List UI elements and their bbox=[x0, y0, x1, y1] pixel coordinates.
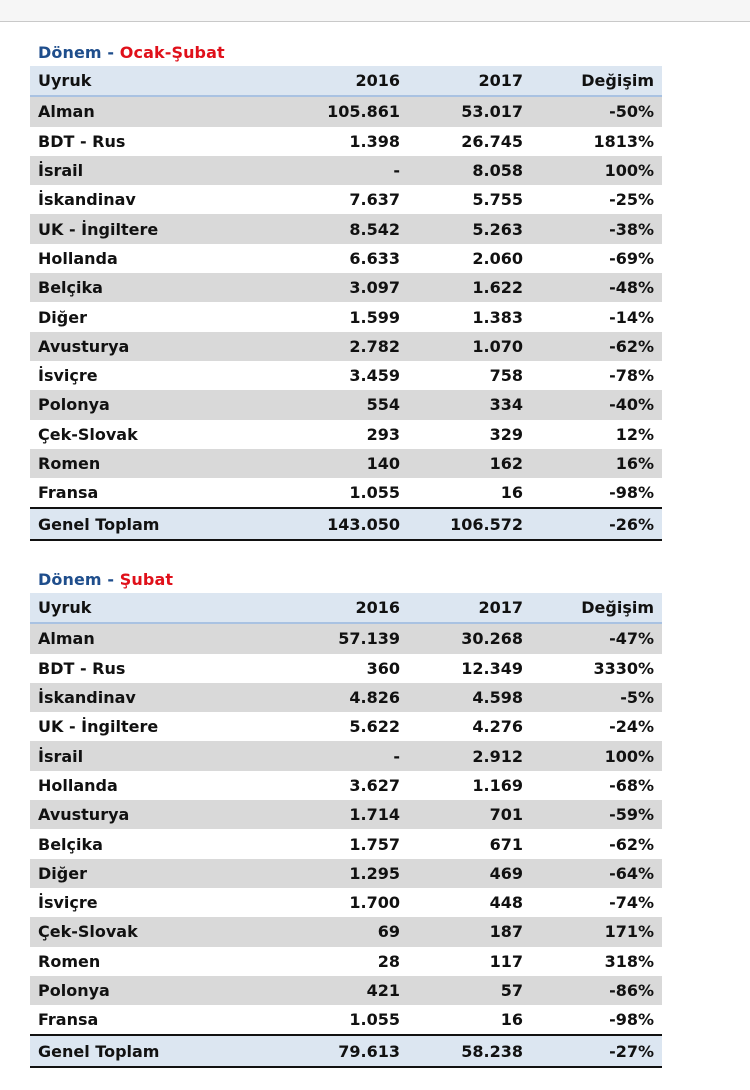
table-row bbox=[30, 741, 662, 770]
period-title bbox=[30, 40, 662, 66]
cell-uyruk: Diğer bbox=[30, 859, 268, 888]
cell-change: -50% bbox=[531, 96, 662, 126]
cell-uyruk: İsrail bbox=[30, 741, 268, 770]
table-row bbox=[30, 829, 662, 858]
cell-change: -86% bbox=[531, 976, 662, 1005]
cell-uyruk: Belçika bbox=[30, 273, 268, 302]
cell-2017: 162 bbox=[408, 449, 531, 478]
table-row bbox=[30, 361, 662, 390]
cell-uyruk: İskandinav bbox=[30, 683, 268, 712]
cell-uyruk: Çek-Slovak bbox=[30, 917, 268, 946]
cell-change: 16% bbox=[531, 449, 662, 478]
cell-2016: 5.622 bbox=[268, 712, 408, 741]
total-2017: 106.572 bbox=[408, 508, 531, 539]
cell-uyruk: Fransa bbox=[30, 478, 268, 508]
cell-change: -5% bbox=[531, 683, 662, 712]
period-value: Ocak-Şubat bbox=[119, 43, 225, 62]
total-change: -26% bbox=[531, 508, 662, 539]
header-row bbox=[30, 593, 662, 623]
cell-change: -74% bbox=[531, 888, 662, 917]
total-label: Genel Toplam bbox=[30, 1035, 268, 1066]
cell-2016: 2.782 bbox=[268, 332, 408, 361]
cell-uyruk: BDT - Rus bbox=[30, 127, 268, 156]
cell-2017: 334 bbox=[408, 390, 531, 419]
cell-2016: 1.398 bbox=[268, 127, 408, 156]
table-row bbox=[30, 712, 662, 741]
cell-change: -62% bbox=[531, 829, 662, 858]
header-uyruk: Uyruk bbox=[30, 66, 268, 96]
cell-2016: 7.637 bbox=[268, 185, 408, 214]
cell-uyruk: Polonya bbox=[30, 390, 268, 419]
cell-2016: 8.542 bbox=[268, 214, 408, 243]
cell-2017: 758 bbox=[408, 361, 531, 390]
cell-2016: 1.055 bbox=[268, 478, 408, 508]
cell-uyruk: İsviçre bbox=[30, 888, 268, 917]
table-row bbox=[30, 888, 662, 917]
table-row bbox=[30, 654, 662, 683]
cell-2016: 293 bbox=[268, 420, 408, 449]
cell-2017: 469 bbox=[408, 859, 531, 888]
header-2016: 2016 bbox=[268, 66, 408, 96]
nationality-table bbox=[30, 66, 662, 541]
cell-change: 318% bbox=[531, 947, 662, 976]
cell-uyruk: Fransa bbox=[30, 1005, 268, 1035]
cell-uyruk: Polonya bbox=[30, 976, 268, 1005]
cell-2017: 448 bbox=[408, 888, 531, 917]
cell-uyruk: Romen bbox=[30, 947, 268, 976]
cell-2017: 5.755 bbox=[408, 185, 531, 214]
cell-2017: 2.912 bbox=[408, 741, 531, 770]
cell-2016: 105.861 bbox=[268, 96, 408, 126]
table-row bbox=[30, 917, 662, 946]
cell-2017: 57 bbox=[408, 976, 531, 1005]
cell-change: -40% bbox=[531, 390, 662, 419]
period-label: Dönem bbox=[38, 43, 102, 62]
table-row bbox=[30, 244, 662, 273]
cell-2017: 4.276 bbox=[408, 712, 531, 741]
cell-change: 12% bbox=[531, 420, 662, 449]
cell-2017: 701 bbox=[408, 800, 531, 829]
cell-change: -38% bbox=[531, 214, 662, 243]
cell-change: -14% bbox=[531, 302, 662, 331]
cell-2016: 1.295 bbox=[268, 859, 408, 888]
cell-2017: 187 bbox=[408, 917, 531, 946]
table-body bbox=[30, 623, 662, 1035]
cell-2016: 554 bbox=[268, 390, 408, 419]
table-row bbox=[30, 683, 662, 712]
cell-2017: 16 bbox=[408, 478, 531, 508]
cell-change: -78% bbox=[531, 361, 662, 390]
table-body bbox=[30, 96, 662, 508]
cell-2016: 57.139 bbox=[268, 623, 408, 653]
top-toolbar-strip bbox=[0, 0, 750, 22]
table-row bbox=[30, 185, 662, 214]
cell-2016: 4.826 bbox=[268, 683, 408, 712]
cell-2017: 1.070 bbox=[408, 332, 531, 361]
cell-2017: 12.349 bbox=[408, 654, 531, 683]
cell-uyruk: Avusturya bbox=[30, 800, 268, 829]
cell-change: -47% bbox=[531, 623, 662, 653]
table-row bbox=[30, 273, 662, 302]
table-row bbox=[30, 390, 662, 419]
cell-2017: 30.268 bbox=[408, 623, 531, 653]
table-row bbox=[30, 623, 662, 653]
cell-2016: 3.097 bbox=[268, 273, 408, 302]
period-value: Şubat bbox=[119, 570, 174, 589]
cell-2016: 360 bbox=[268, 654, 408, 683]
cell-2017: 1.383 bbox=[408, 302, 531, 331]
header-degisim: Değişim bbox=[531, 593, 662, 623]
header-uyruk: Uyruk bbox=[30, 593, 268, 623]
cell-2016: 6.633 bbox=[268, 244, 408, 273]
period-title bbox=[30, 567, 662, 593]
cell-uyruk: BDT - Rus bbox=[30, 654, 268, 683]
cell-2017: 671 bbox=[408, 829, 531, 858]
header-2016: 2016 bbox=[268, 593, 408, 623]
period-separator: - bbox=[107, 570, 115, 589]
cell-2016: 1.714 bbox=[268, 800, 408, 829]
table-row bbox=[30, 449, 662, 478]
table-row bbox=[30, 156, 662, 185]
header-degisim: Değişim bbox=[531, 66, 662, 96]
total-2016: 79.613 bbox=[268, 1035, 408, 1066]
period-label: Dönem bbox=[38, 570, 102, 589]
cell-2017: 53.017 bbox=[408, 96, 531, 126]
table-row bbox=[30, 771, 662, 800]
cell-change: -48% bbox=[531, 273, 662, 302]
cell-2016: 28 bbox=[268, 947, 408, 976]
cell-2017: 5.263 bbox=[408, 214, 531, 243]
cell-change: 100% bbox=[531, 741, 662, 770]
total-row bbox=[30, 508, 662, 539]
cell-change: 1813% bbox=[531, 127, 662, 156]
cell-change: 100% bbox=[531, 156, 662, 185]
cell-2016: - bbox=[268, 156, 408, 185]
nationality-table bbox=[30, 593, 662, 1068]
cell-change: -69% bbox=[531, 244, 662, 273]
cell-change: -24% bbox=[531, 712, 662, 741]
cell-2016: 421 bbox=[268, 976, 408, 1005]
cell-2016: - bbox=[268, 741, 408, 770]
cell-2017: 2.060 bbox=[408, 244, 531, 273]
cell-2017: 329 bbox=[408, 420, 531, 449]
cell-uyruk: Çek-Slovak bbox=[30, 420, 268, 449]
cell-change: -64% bbox=[531, 859, 662, 888]
total-2017: 58.238 bbox=[408, 1035, 531, 1066]
cell-2017: 26.745 bbox=[408, 127, 531, 156]
cell-2017: 1.622 bbox=[408, 273, 531, 302]
cell-2016: 3.627 bbox=[268, 771, 408, 800]
cell-uyruk: Diğer bbox=[30, 302, 268, 331]
cell-change: -68% bbox=[531, 771, 662, 800]
cell-2017: 8.058 bbox=[408, 156, 531, 185]
table-row bbox=[30, 800, 662, 829]
table-row bbox=[30, 302, 662, 331]
header-2017: 2017 bbox=[408, 66, 531, 96]
cell-change: -98% bbox=[531, 1005, 662, 1035]
header-row bbox=[30, 66, 662, 96]
table-row bbox=[30, 127, 662, 156]
table-section-ocak-subat bbox=[30, 40, 662, 541]
cell-change: 171% bbox=[531, 917, 662, 946]
cell-uyruk: Romen bbox=[30, 449, 268, 478]
table-row bbox=[30, 214, 662, 243]
cell-uyruk: Belçika bbox=[30, 829, 268, 858]
cell-2017: 1.169 bbox=[408, 771, 531, 800]
cell-2017: 4.598 bbox=[408, 683, 531, 712]
table-row bbox=[30, 420, 662, 449]
cell-uyruk: İsviçre bbox=[30, 361, 268, 390]
total-row bbox=[30, 1035, 662, 1066]
cell-change: 3330% bbox=[531, 654, 662, 683]
cell-uyruk: UK - İngiltere bbox=[30, 214, 268, 243]
cell-2016: 1.055 bbox=[268, 1005, 408, 1035]
cell-2017: 117 bbox=[408, 947, 531, 976]
cell-2016: 1.700 bbox=[268, 888, 408, 917]
cell-uyruk: Avusturya bbox=[30, 332, 268, 361]
cell-2016: 1.757 bbox=[268, 829, 408, 858]
table-row bbox=[30, 859, 662, 888]
cell-2016: 3.459 bbox=[268, 361, 408, 390]
cell-uyruk: Alman bbox=[30, 96, 268, 126]
cell-change: -25% bbox=[531, 185, 662, 214]
cell-uyruk: Hollanda bbox=[30, 771, 268, 800]
table-row bbox=[30, 332, 662, 361]
period-separator: - bbox=[107, 43, 115, 62]
table-row bbox=[30, 478, 662, 508]
cell-2016: 1.599 bbox=[268, 302, 408, 331]
cell-uyruk: İskandinav bbox=[30, 185, 268, 214]
cell-uyruk: İsrail bbox=[30, 156, 268, 185]
cell-change: -98% bbox=[531, 478, 662, 508]
table-row bbox=[30, 947, 662, 976]
table-row bbox=[30, 1005, 662, 1035]
header-2017: 2017 bbox=[408, 593, 531, 623]
cell-2017: 16 bbox=[408, 1005, 531, 1035]
cell-uyruk: Alman bbox=[30, 623, 268, 653]
cell-2016: 140 bbox=[268, 449, 408, 478]
total-change: -27% bbox=[531, 1035, 662, 1066]
total-2016: 143.050 bbox=[268, 508, 408, 539]
cell-2016: 69 bbox=[268, 917, 408, 946]
cell-uyruk: UK - İngiltere bbox=[30, 712, 268, 741]
cell-change: -62% bbox=[531, 332, 662, 361]
cell-uyruk: Hollanda bbox=[30, 244, 268, 273]
cell-change: -59% bbox=[531, 800, 662, 829]
table-row bbox=[30, 976, 662, 1005]
total-label: Genel Toplam bbox=[30, 508, 268, 539]
table-section-subat bbox=[30, 567, 662, 1068]
table-row bbox=[30, 96, 662, 126]
